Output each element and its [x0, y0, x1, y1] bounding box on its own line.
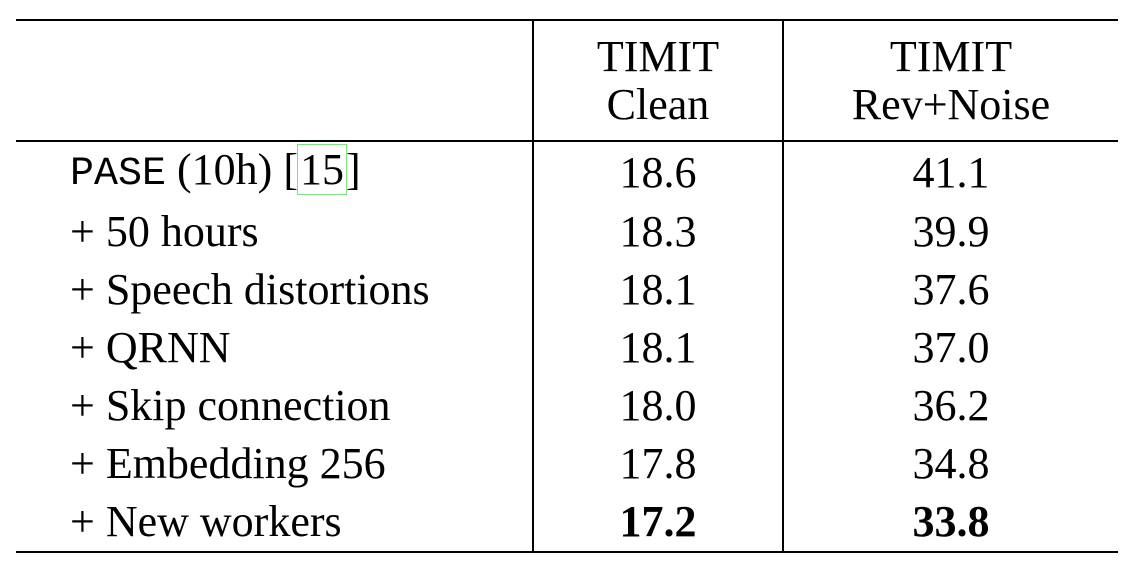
results-table: [16, 19, 1118, 553]
rev-noise-value: 39.9: [912, 207, 990, 256]
clean-value: 17.8: [533, 435, 783, 493]
rev-noise-value: 36.2: [912, 381, 990, 430]
row-name: + Speech distortions: [16, 261, 533, 319]
table-row: [16, 261, 1118, 319]
rev-noise-value: 41.1: [912, 147, 990, 197]
rev-noise-value-best: 33.8: [783, 493, 1118, 552]
table-row: [16, 319, 1118, 377]
table-row: [16, 141, 1118, 203]
results-table-container: [16, 19, 1118, 553]
pase-label: PASE: [70, 152, 167, 197]
citation-close: ]: [345, 145, 361, 194]
row-name: + QRNN: [16, 319, 533, 377]
table-row: [16, 203, 1118, 261]
clean-value: 18.1: [533, 261, 783, 319]
table-row: [16, 377, 1118, 435]
rev-noise-value: 37.6: [912, 265, 990, 314]
header-revnoise-line2: Rev+Noise: [851, 80, 1051, 129]
header-timit-rev-noise: [783, 21, 1118, 141]
header-clean-line1: TIMIT: [596, 32, 720, 81]
table-row: [16, 435, 1118, 493]
header-clean-line2: Clean: [606, 80, 710, 129]
clean-value: 18.6: [533, 141, 783, 203]
citation-link[interactable]: 15: [299, 145, 344, 194]
header-row: [16, 21, 1118, 141]
header-empty-cell: [16, 21, 533, 141]
header-timit-clean: [533, 21, 783, 141]
clean-value-best: 17.2: [533, 493, 783, 552]
row-name: [16, 141, 533, 203]
clean-value: 18.0: [533, 377, 783, 435]
rev-noise-value: 37.0: [912, 323, 990, 372]
header-revnoise-line1: TIMIT: [889, 32, 1013, 81]
row-name: + 50 hours: [16, 203, 533, 261]
clean-value: 18.1: [533, 319, 783, 377]
clean-value: 18.3: [533, 203, 783, 261]
table-row: [16, 493, 1118, 552]
row-name: + New workers: [16, 493, 533, 552]
row-name: + Skip connection: [16, 377, 533, 435]
pase-suffix: (10h) [: [166, 145, 298, 194]
row-name: + Embedding 256: [16, 435, 533, 493]
rev-noise-value: 34.8: [912, 439, 990, 488]
